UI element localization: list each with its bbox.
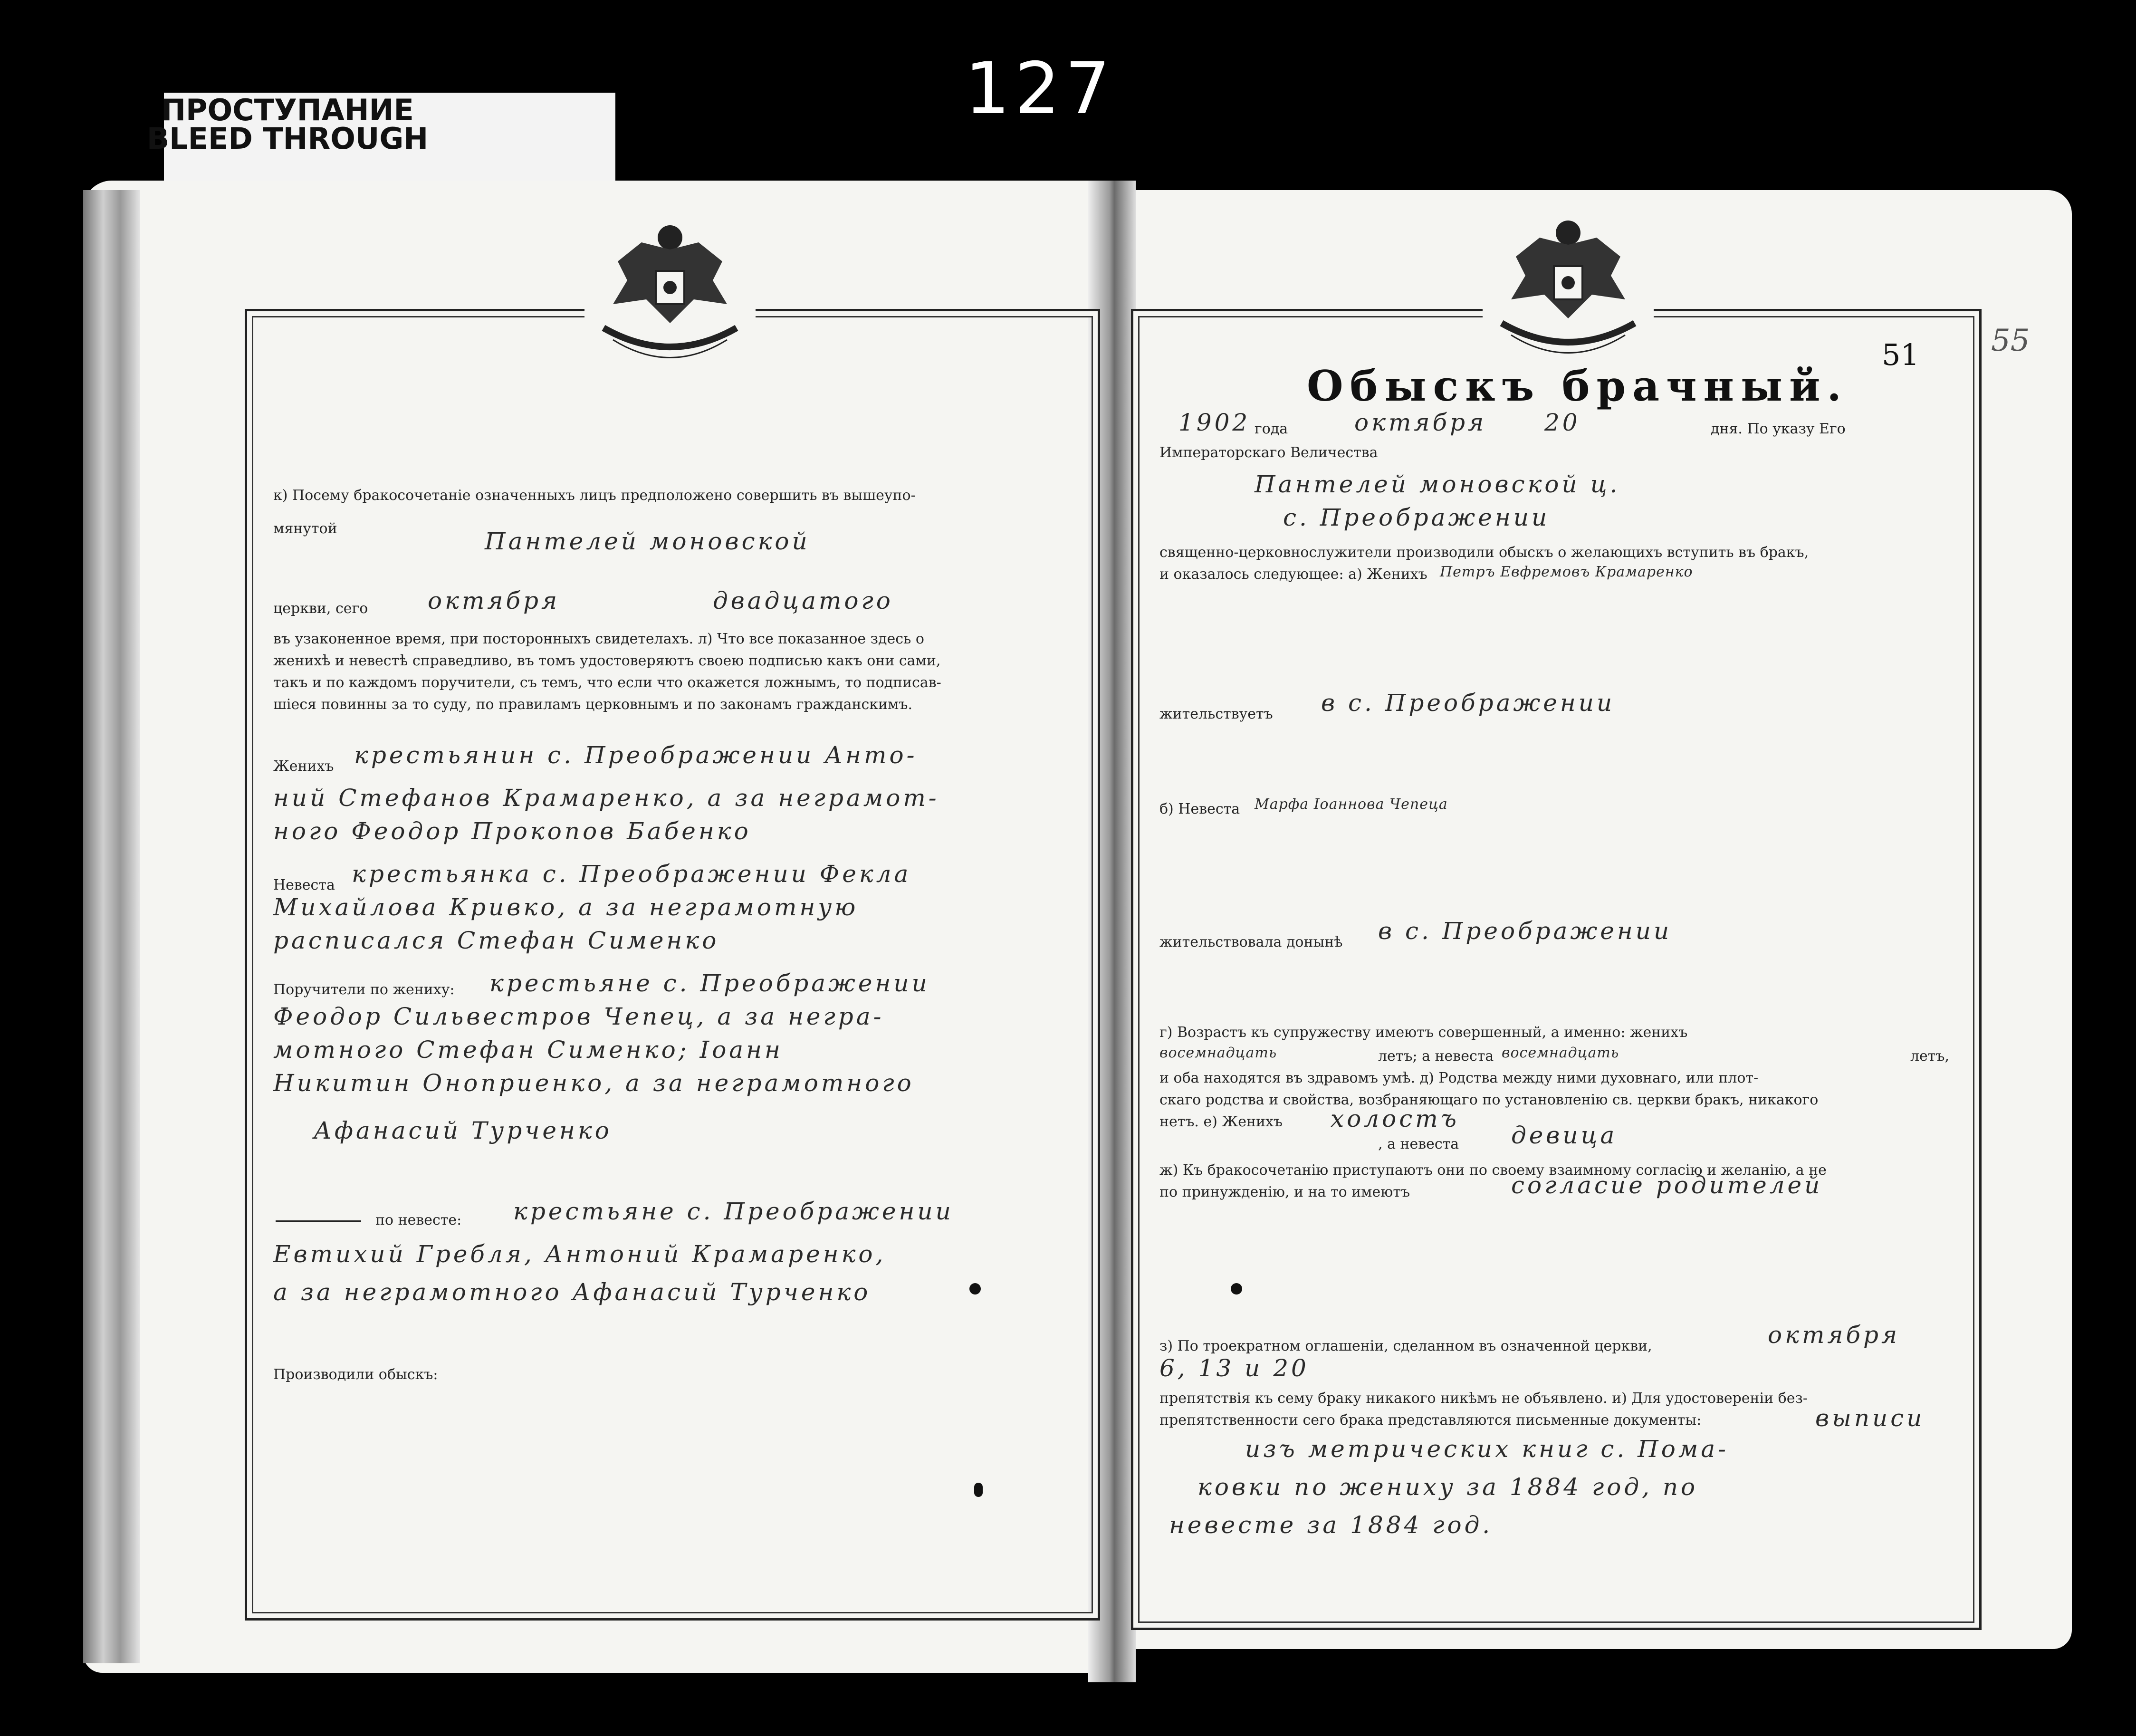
bride-label: б) Невеста (1159, 801, 1240, 817)
left-church-name: Пантелей моновской (485, 528, 810, 555)
ink-blot (974, 1483, 983, 1497)
clergy-paragraph-line1: священно-церковнослужители производили обыскъ о желающихъ вступить въ бракъ, (1159, 544, 1809, 561)
archive-label-line2: BLEED THROUGH (146, 121, 429, 156)
ink-blot (1231, 1283, 1242, 1295)
banns-dates: 6, 13 и 20 (1159, 1354, 1309, 1382)
age-line2b: летъ, (1910, 1048, 1950, 1065)
groom-status: холостъ (1331, 1105, 1459, 1132)
bride-status: девица (1511, 1122, 1618, 1149)
para-l-line1: въ узаконенное время, при посторонныхъ свидетелахъ. л) Что все показанное здесь о (273, 631, 924, 647)
consent-text: согласие родителей (1511, 1171, 1823, 1199)
archive-label-line1: ПРОСТУПАНИЕ (161, 93, 414, 127)
page-number: 51 (1882, 337, 1919, 372)
para-e-line1: нетъ. е) Женихъ (1159, 1113, 1283, 1130)
age-line2a: летъ; а невеста (1378, 1048, 1494, 1065)
documents-line4: невесте за 1884 год. (1169, 1511, 1493, 1539)
para-l-line2: женихѣ и невестѣ справедливо, въ томъ удостоверяютъ своею подписью какъ они сами, (273, 652, 941, 669)
groom-signature-line1: крестьянин с. Преображении Анто- (354, 741, 918, 769)
page-title: Обыскъ брачный. (1307, 361, 1849, 411)
documents-line2: изъ метрических книг с. Пома- (1245, 1435, 1729, 1463)
bride-signature-label: Невеста (273, 877, 335, 893)
guarantors-groom-label: Поручители по жениху: (273, 981, 455, 998)
bride-signature-line3: расписался Стефан Сименко (273, 927, 719, 954)
eagle-crest-icon (584, 209, 756, 380)
village-name: с. Преображении (1283, 504, 1550, 531)
para-e-line2: , а невеста (1378, 1136, 1459, 1152)
majesty-text: Императорскаго Величества (1159, 444, 1378, 461)
year-suffix: года (1255, 421, 1288, 437)
wedding-month: октября (428, 587, 560, 614)
documents-line3: ковки по жениху за 1884 год, по (1197, 1473, 1698, 1501)
groom-signature-label: Женихъ (273, 758, 334, 775)
folio-number: 127 (965, 48, 1115, 130)
church-label: церкви, сего (273, 600, 368, 617)
groom-age: восемнадцать (1159, 1045, 1277, 1061)
para-zh-line2: по принужденію, и на то имеютъ (1159, 1184, 1410, 1200)
record-year: 1902 (1178, 409, 1251, 436)
decree-text: дня. По указу Его (1711, 421, 1846, 437)
guarantors-groom-line4: Никитин Оноприенко, а за неграмотного (273, 1069, 914, 1097)
bride-name: Марфа Іоаннова Чепеца (1255, 796, 1448, 813)
para-i-line1: препятствія къ сему браку никакого никѣмъ не объявлено. и) Для удостовереніи без- (1159, 1390, 1808, 1407)
para-z: з) По троекратном оглашеніи, сделанном въ означенной церкви, (1159, 1338, 1652, 1354)
para-zh-line1: ж) Къ бракосочетанію приступаютъ они по своему взаимному согласію и желанію, а не (1159, 1162, 1827, 1179)
guarantors-groom-line5: Афанасий Турченко (314, 1117, 612, 1144)
groom-residence: в с. Преображении (1321, 689, 1615, 717)
guarantors-groom-line3: мотного Стефан Сименко; Іоанн (273, 1036, 783, 1064)
para-l-line4: шiеся повинны за то суду, по правиламъ церковнымъ и по законамъ гражданскимъ. (273, 696, 913, 713)
bride-signature-line2: Михайлова Кривко, а за неграмотную (273, 893, 859, 921)
guarantors-bride-label: по невесте: (375, 1212, 462, 1228)
record-day: 20 (1544, 409, 1580, 436)
eagle-crest-icon (1483, 204, 1654, 375)
guarantors-bride-line1: крестьяне с. Преображении (513, 1198, 954, 1225)
documents-line1: выписи (1815, 1404, 1925, 1432)
record-month: октября (1354, 409, 1487, 436)
bride-age: восемнадцать (1502, 1045, 1619, 1061)
bride-residence-label: жительствовала донынѣ (1159, 934, 1343, 950)
groom-name: Петръ Евфремовъ Крамаренко (1440, 564, 1693, 580)
wedding-day: двадцатого (713, 587, 893, 614)
clergy-paragraph-line2: и оказалось следующее: а) Женихъ (1159, 566, 1427, 583)
para-i-line2: препятственности сего брака представляются письменные документы: (1159, 1412, 1702, 1429)
groom-signature-line2: ний Стефанов Крамаренко, а за неграмот- (273, 784, 939, 812)
para-k-line2: мянутой (273, 520, 337, 537)
guarantors-groom-line1: крестьяне с. Преображении (489, 969, 930, 997)
age-line1: г) Возрастъ къ супружеству имеютъ совершенный, а именно: женихъ (1159, 1024, 1688, 1041)
para-l-line3: такъ и по каждомъ поручители, съ темъ, что если что окажется ложнымъ, то подписав- (273, 674, 941, 691)
page-edges (83, 190, 140, 1663)
margin-note: 55 (1991, 323, 2030, 358)
right-page-frame (1131, 309, 1982, 1630)
guarantors-bride-line3: а за неграмотного Афанасий Турченко (273, 1278, 871, 1306)
banns-month: октября (1768, 1321, 1900, 1349)
church-name: Пантелей моновской ц. (1255, 470, 1620, 498)
guarantors-bride-line2: Евтихий Гребля, Антоний Крамаренко, (273, 1240, 886, 1268)
groom-signature-line3: ного Феодор Прокопов Бабенко (273, 817, 751, 845)
bride-residence: в с. Преображении (1378, 917, 1672, 945)
ink-blot (969, 1283, 981, 1295)
blank-line (276, 1217, 361, 1222)
conducted-by-label: Производили обыскъ: (273, 1366, 438, 1383)
guarantors-groom-line2: Феодор Сильвестров Чепец, а за негра- (273, 1003, 884, 1030)
groom-residence-label: жительствуетъ (1159, 706, 1273, 722)
bride-signature-line1: крестьянка с. Преображении Фекла (352, 860, 911, 888)
para-d-line1: и оба находятся въ здравомъ умѣ. д) Родства между ними духовнаго, или плот- (1159, 1070, 1759, 1086)
para-k-line1: к) Посему бракосочетаніе означенныхъ лицъ предположено совершить въ вышеупо- (273, 487, 916, 504)
para-d-line2: скаго родства и свойства, возбраняющаго по установленію св. церкви бракъ, никакого (1159, 1092, 1819, 1108)
